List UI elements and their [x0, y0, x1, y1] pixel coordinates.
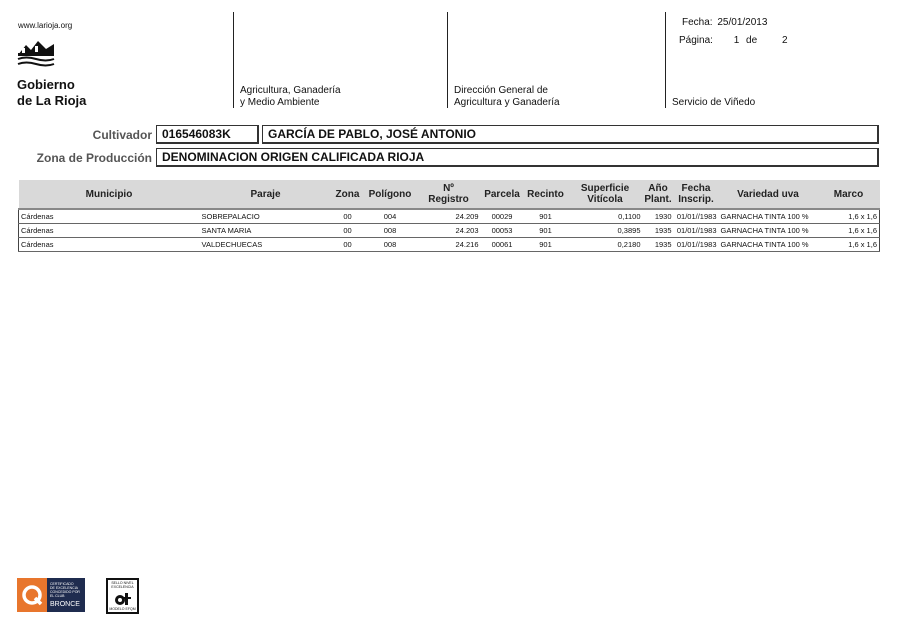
- cell-paraje: SANTA MARIA: [200, 224, 332, 238]
- table-row: [19, 209, 880, 224]
- col-registro-l2: Registro: [428, 194, 469, 205]
- ef-line-1: SELLO NIVEL: [111, 581, 134, 585]
- table-row: [19, 224, 880, 238]
- cell-variedad: GARNACHA TINTA 100 %: [719, 209, 818, 224]
- cell-superficie: 0,1100: [568, 209, 643, 224]
- col-fecha: [674, 180, 719, 209]
- col-paraje: Paraje: [200, 180, 332, 209]
- cell-parcela: 00053: [481, 224, 524, 238]
- q-line-4: BRONCE: [50, 601, 80, 608]
- cell-marco: 1,6 x 1,6: [818, 238, 880, 252]
- cell-poligono: 004: [364, 209, 417, 224]
- q-line-1: CERTIFICADO: [50, 582, 74, 586]
- cell-fecha: 01/01//1983: [674, 209, 719, 224]
- cell-anio: 1935: [643, 238, 674, 252]
- col-superficie-l2: Vitícola: [587, 194, 623, 205]
- service-name: Servicio de Viñedo: [672, 97, 756, 108]
- pagina-current: 1: [733, 35, 740, 46]
- q-badge-text: [50, 582, 85, 609]
- col-registro-l1: Nº: [443, 183, 454, 194]
- q-excellence-badge: [17, 578, 85, 612]
- zona-label: Zona de Producción: [36, 151, 152, 165]
- cell-recinto: 901: [524, 224, 568, 238]
- cell-variedad: GARNACHA TINTA 100 %: [719, 224, 818, 238]
- org-line2: de La Rioja: [17, 93, 87, 108]
- ef-line-2: EXCELENCIA: [111, 585, 134, 589]
- divider-1: [233, 12, 234, 108]
- cell-variedad: GARNACHA TINTA 100 %: [719, 238, 818, 252]
- cultivador-id: 016546083K: [156, 125, 259, 144]
- cell-poligono: 008: [364, 224, 417, 238]
- la-rioja-coat-icon: [16, 35, 56, 69]
- cell-fecha: 01/01//1983: [674, 238, 719, 252]
- dept2-line1: Dirección General de: [454, 85, 548, 96]
- pagina-row: [679, 35, 788, 47]
- ef-excellence-badge: [106, 578, 139, 614]
- cell-parcela: 00061: [481, 238, 524, 252]
- cell-poligono: 008: [364, 238, 417, 252]
- divider-3: [665, 12, 666, 108]
- pagina-de: de: [746, 35, 758, 46]
- pagina-total: 2: [781, 35, 788, 46]
- col-superficie-l1: Superficie: [580, 183, 630, 194]
- col-zona: Zona: [332, 180, 364, 209]
- fecha-label: Fecha:: [682, 17, 713, 28]
- q-line-3: CONCEDIDO POR EL CLUB: [50, 590, 80, 598]
- cell-recinto: 901: [524, 209, 568, 224]
- cell-zona: 00: [332, 209, 364, 224]
- col-fecha-l2: Inscrip.: [678, 194, 714, 205]
- col-recinto: Recinto: [524, 180, 568, 209]
- cell-superficie: 0,2180: [568, 238, 643, 252]
- org-name: [17, 77, 86, 109]
- col-anio-l1: Año: [648, 183, 668, 194]
- divider-2: [447, 12, 448, 108]
- col-parcela: Parcela: [481, 180, 524, 209]
- ef-logo-icon: [114, 591, 132, 606]
- cell-anio: 1930: [643, 209, 674, 224]
- parcel-table: [18, 180, 880, 252]
- cell-registro: 24.209: [417, 209, 481, 224]
- fecha-value: 25/01/2013: [717, 17, 768, 28]
- cell-paraje: VALDECHUECAS: [200, 238, 332, 252]
- cell-zona: 00: [332, 238, 364, 252]
- cell-registro: 24.203: [417, 224, 481, 238]
- cell-superficie: 0,3895: [568, 224, 643, 238]
- cell-paraje: SOBREPALACIO: [200, 209, 332, 224]
- dept1-line1: Agricultura, Ganadería: [240, 85, 341, 96]
- table-row: [19, 238, 880, 252]
- ef-badge-top: [108, 581, 137, 589]
- dept2-block: [454, 85, 560, 109]
- cell-anio: 1935: [643, 224, 674, 238]
- org-line1: Gobierno: [17, 77, 75, 92]
- q-line-2: DE EXCELENCIA: [50, 586, 79, 590]
- fecha-row: [682, 17, 767, 29]
- pagina-label: Página:: [679, 35, 713, 46]
- cell-zona: 00: [332, 224, 364, 238]
- dept2-line2: Agricultura y Ganadería: [454, 97, 560, 108]
- cell-registro: 24.216: [417, 238, 481, 252]
- q-logo-icon: [20, 583, 44, 607]
- dept1-block: [240, 85, 341, 109]
- table-header-row: [19, 180, 880, 209]
- cell-marco: 1,6 x 1,6: [818, 209, 880, 224]
- cell-marco: 1,6 x 1,6: [818, 224, 880, 238]
- col-registro: [417, 180, 481, 209]
- website-url: www.larioja.org: [18, 21, 73, 30]
- col-variedad: Variedad uva: [719, 180, 818, 209]
- zona-value: DENOMINACION ORIGEN CALIFICADA RIOJA: [156, 148, 879, 167]
- cell-municipio: Cárdenas: [19, 238, 200, 252]
- col-superficie: [568, 180, 643, 209]
- ef-line-3: MODELO EFQM: [109, 607, 136, 611]
- cell-parcela: 00029: [481, 209, 524, 224]
- cell-municipio: Cárdenas: [19, 209, 200, 224]
- cultivador-label: Cultivador: [92, 128, 152, 142]
- cell-municipio: Cárdenas: [19, 224, 200, 238]
- col-anio-l2: Plant.: [644, 194, 672, 205]
- col-fecha-l1: Fecha: [681, 183, 711, 194]
- cell-fecha: 01/01//1983: [674, 224, 719, 238]
- col-poligono: Polígono: [364, 180, 417, 209]
- col-anio: [643, 180, 674, 209]
- col-marco: Marco: [818, 180, 880, 209]
- dept1-line2: y Medio Ambiente: [240, 97, 320, 108]
- col-municipio: Municipio: [19, 180, 200, 209]
- cell-recinto: 901: [524, 238, 568, 252]
- cultivador-name: GARCÍA DE PABLO, JOSÉ ANTONIO: [262, 125, 879, 144]
